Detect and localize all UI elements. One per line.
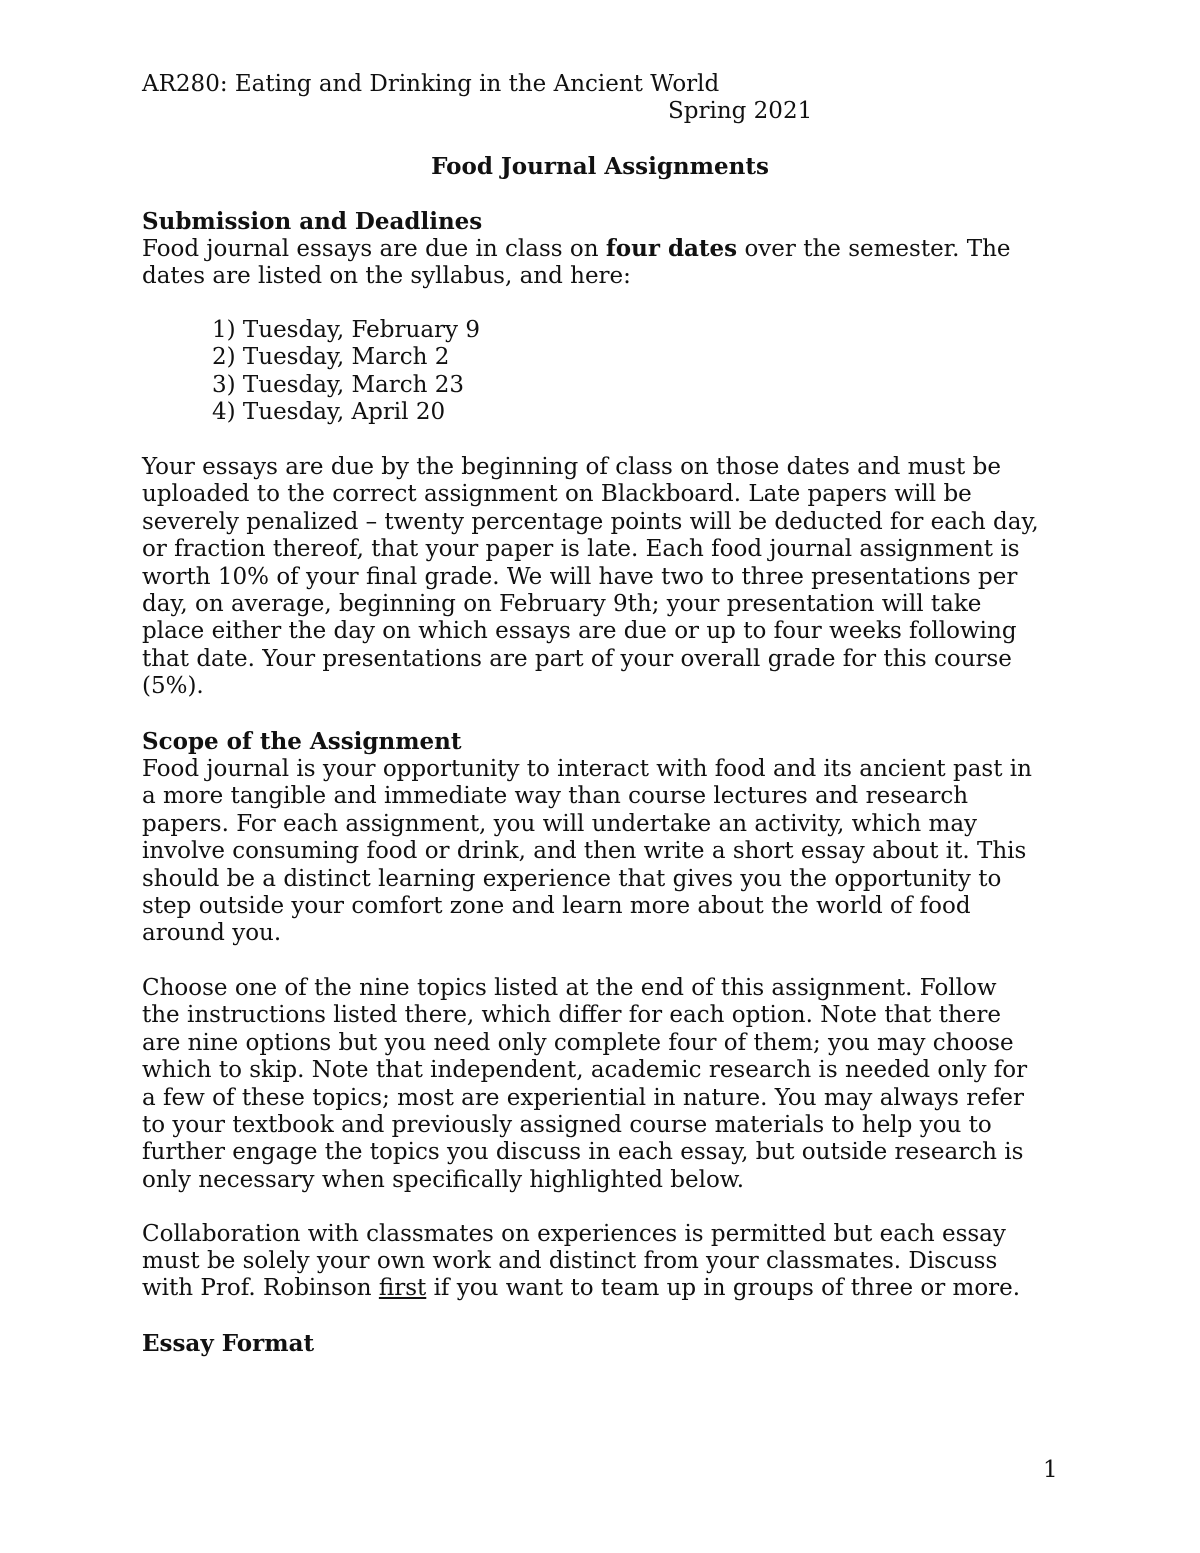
scope-heading: Scope of the Assignment <box>142 728 462 755</box>
scope-paragraph-3-line3 <box>142 1275 1020 1302</box>
submission-intro-part-a: Food journal essays are due in class on <box>142 236 606 262</box>
format-heading: Essay Format <box>142 1330 315 1357</box>
document-title: Food Journal Assignments <box>431 153 769 180</box>
submission-intro-bold: four dates <box>605 235 738 262</box>
due-date-item: 4) Tuesday, April 20 <box>212 399 446 426</box>
term-label: Spring 2021 <box>668 98 813 124</box>
scope-paragraph-3-part-a: with Prof. Robinson <box>142 1275 379 1301</box>
due-date-item: 2) Tuesday, March 2 <box>212 344 450 371</box>
scope-paragraph-3-line1: Collaboration with classmates on experiences is permitted but each essay <box>142 1221 1006 1247</box>
submission-heading: Submission and Deadlines <box>142 208 483 235</box>
course-title: AR280: Eating and Drinking in the Ancient World <box>142 71 720 97</box>
submission-intro-line2: dates are listed on the syllabus, and here: <box>142 263 631 289</box>
scope-paragraph-3-line2: must be solely your own work and distinct from your classmates. Discuss <box>142 1248 998 1274</box>
due-date-item: 1) Tuesday, February 9 <box>212 317 480 343</box>
submission-intro-line1 <box>142 235 1011 263</box>
page-number: 1 <box>1043 1457 1058 1483</box>
scope-paragraph-3-part-b: if you want to team up in groups of three or more. <box>426 1275 1021 1301</box>
scope-paragraph-2: Choose one of the nine topics listed at the end of this assignment. Follow the instructions listed there, which differ for each option. Note that there are nine options but you need only complete four of them; you may choose which to skip. Note that independent, academic research is needed only for a few of these topics; most are experiential in nature. You may always refer to your textbook and previously assigned course materials to help you to further engage the topics you discuss in each essay, but outside research is only necessary when specifically highlighted below. <box>142 975 1028 1193</box>
submission-body: Your essays are due by the beginning of class on those dates and must be uploaded to the correct assignment on Blackboard. Late papers will be severely penalized – twenty percentage points will be deducted for each day, or fraction thereof, that your paper is late. Each food journal assignment is worth 10% of your final grade. We will have two to three presentations per day, on average, beginning on February 9th; your presentation will take place either the day on which essays are due or up to four weeks following that date. Your presentations are part of your overall grade for this course (5%). <box>142 454 1039 700</box>
due-date-item: 3) Tuesday, March 23 <box>212 371 465 398</box>
submission-intro-part-b: over the semester. The <box>737 236 1011 262</box>
first-emphasis: first <box>378 1275 427 1301</box>
scope-paragraph-1: Food journal is your opportunity to interact with food and its ancient past in a more tangible and immediate way than course lectures and research papers. For each assignment, you will undertake an activity, which may involve consuming food or drink, and then write a short essay about it. This should be a distinct learning experience that gives you the opportunity to step outside your comfort zone and learn more about the world of food around you. <box>142 756 1032 947</box>
due-dates-list <box>212 317 480 427</box>
